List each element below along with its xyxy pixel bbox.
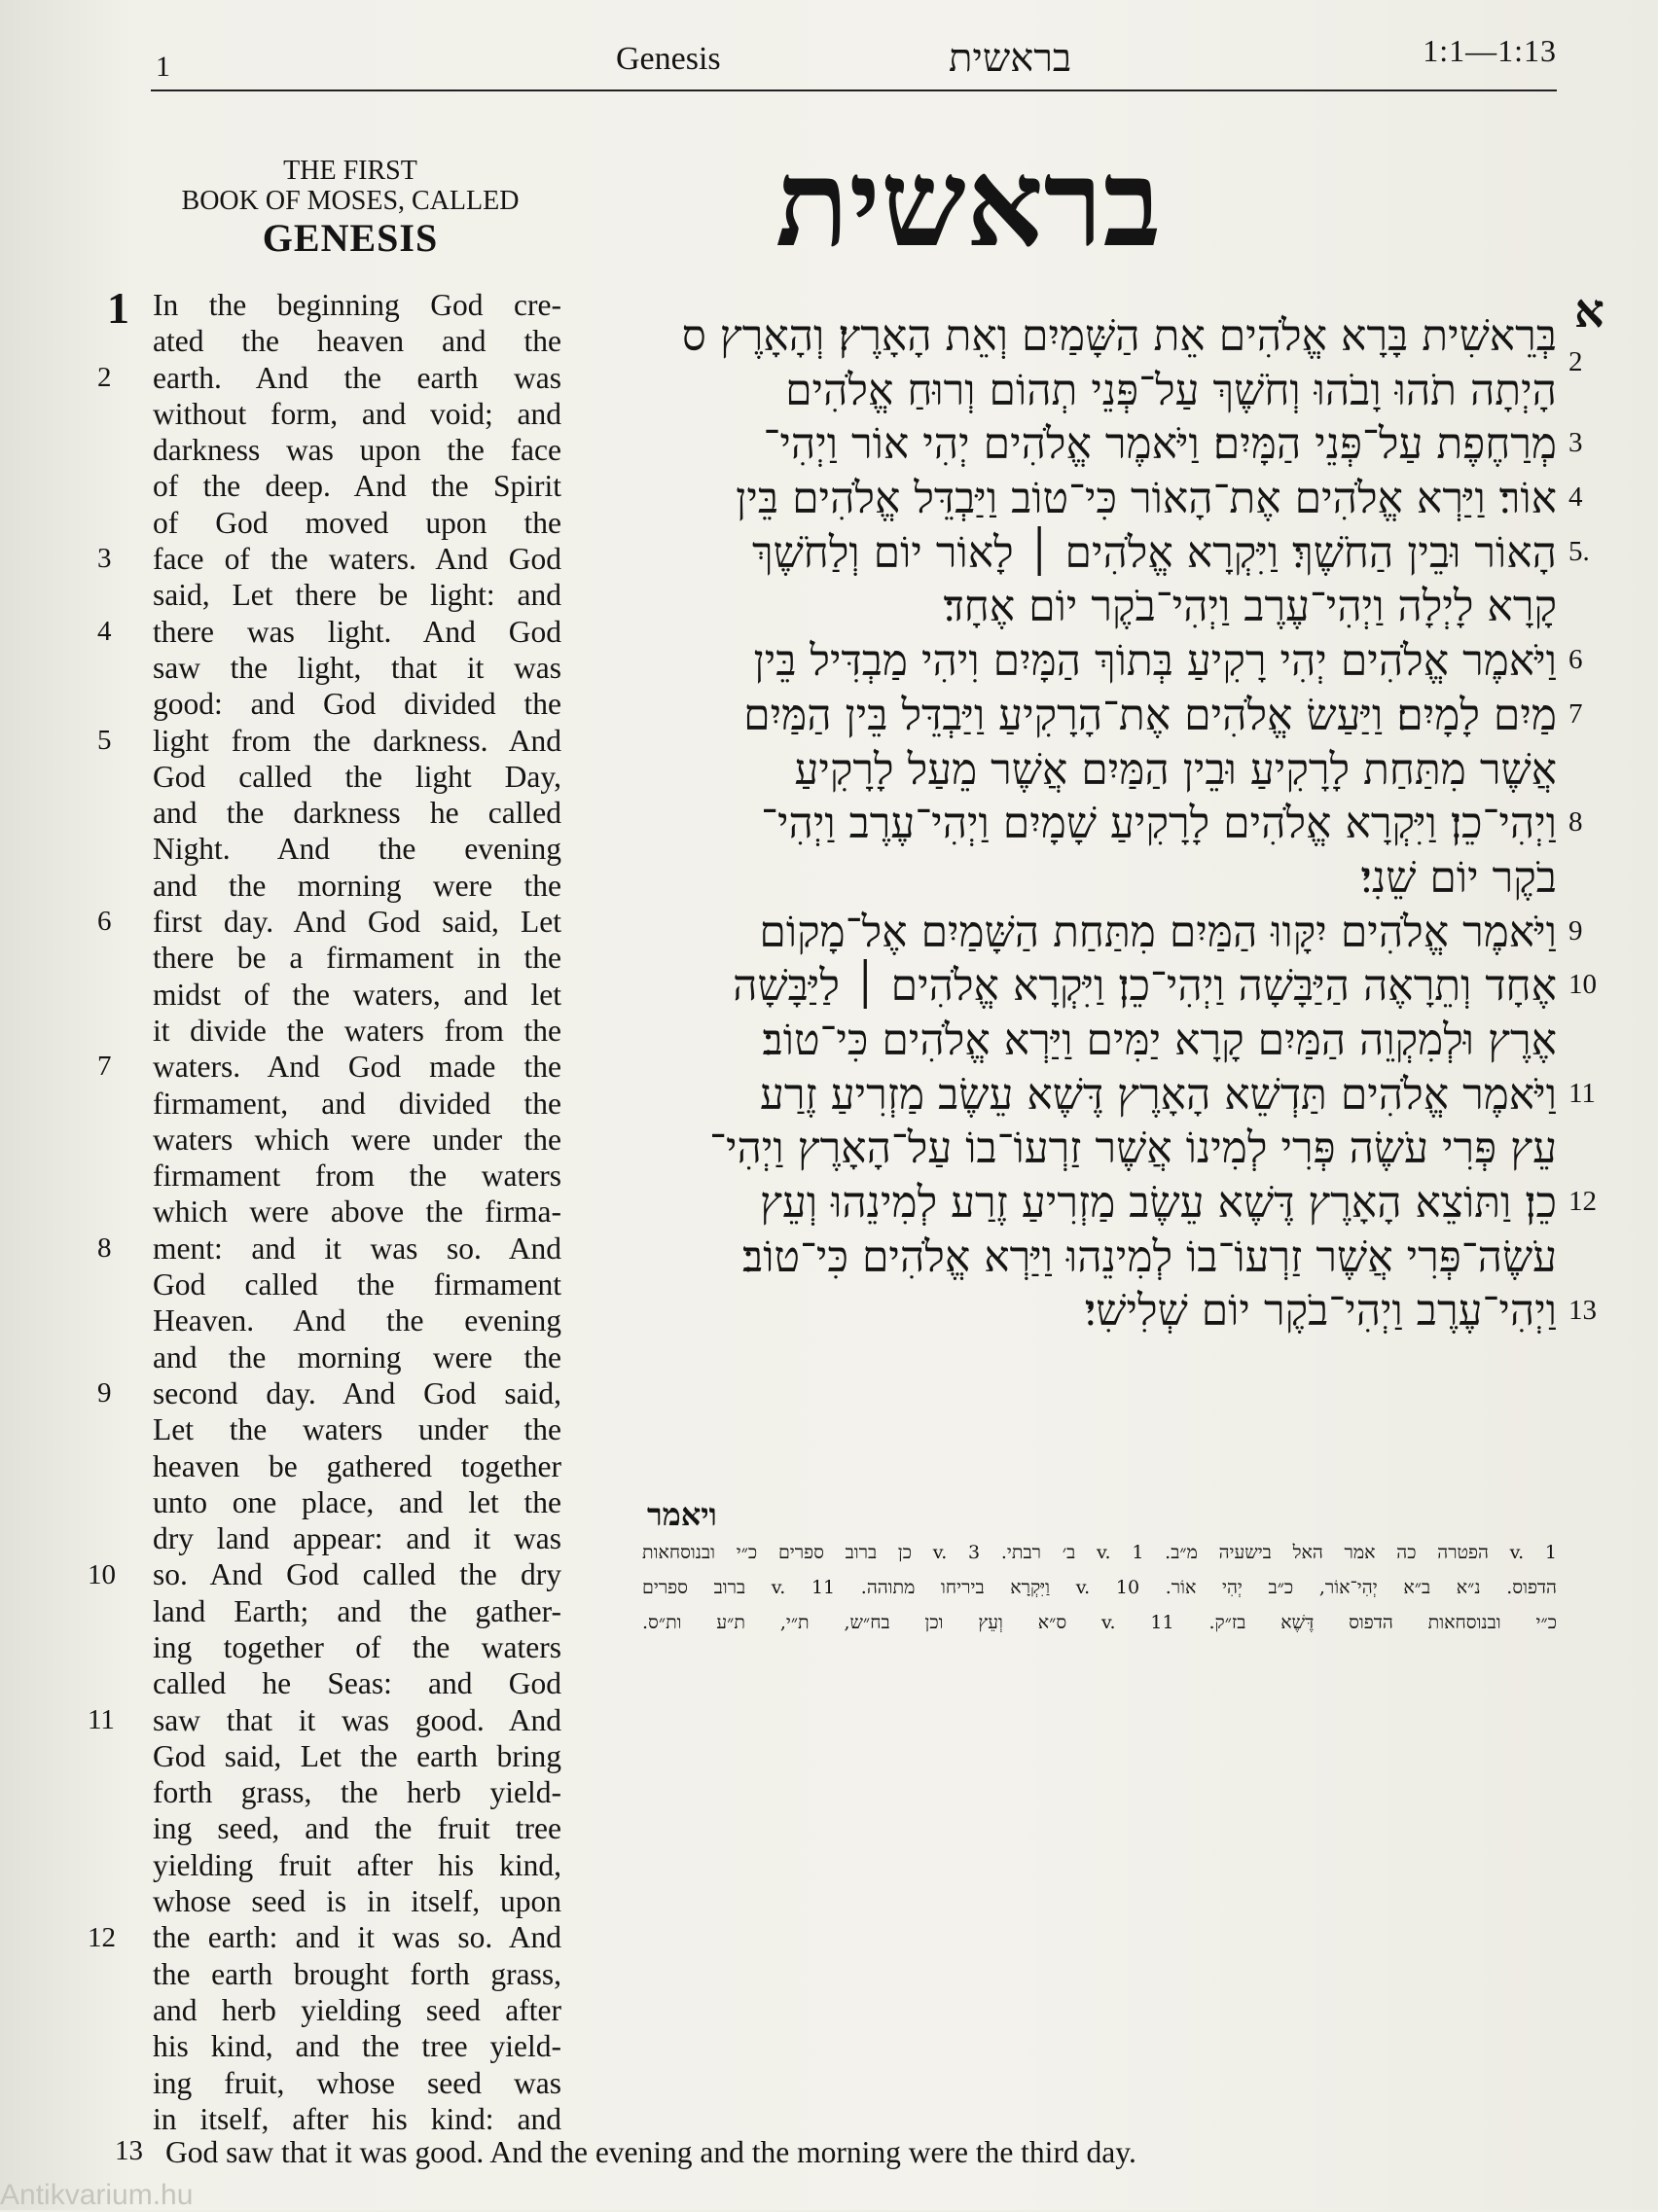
hebrew-text-line: וַיֹּאמֶר אֱלֹהִים יִקָּווּ הַמַּיִם מִתַּחַת הַשָּׁמַיִם אֶל־מָקוֹם xyxy=(759,907,1557,957)
hebrew-text-line: וַיֹּאמֶר אֱלֹהִים תַּדְשֵׁא הָאָרֶץ דֶּשֶׁא עֵשֶׂב מַזְרִיעַ זֶרַע xyxy=(759,1069,1557,1120)
english-verse-number: 7 xyxy=(97,1051,112,1083)
english-text-line: the earth brought forth grass, xyxy=(153,1956,561,1991)
hebrew-text-line: עֹשֶׂה־פְּרִי אֲשֶׁר זַרְעוֹ־בוֹ לְמִינֵהוּ וַיַּרְא אֱלֹהִים כִּי־טוֹב׃ xyxy=(742,1231,1557,1282)
english-text-line: of the deep. And the Spirit xyxy=(153,469,561,504)
hebrew-catchword: ויאמר xyxy=(647,1496,717,1533)
hebrew-text-line: וַיֹּאמֶר אֱלֹהִים יְהִי רָקִיעַ בְּתוֹךְ הַמָּיִם וִיהִי מַבְדִּיל בֵּין xyxy=(753,636,1557,687)
english-text-line: second day. And God said, xyxy=(153,1375,561,1410)
running-head xyxy=(151,29,1557,91)
english-text-line: the earth: and it was so. And xyxy=(153,1920,561,1955)
hebrew-text-line: אֶרֶץ וּלְמִקְוֵה הַמַּיִם קָרָא יַמִּים וַיַּרְא אֱלֹהִים כִּי־טוֹב׃ xyxy=(762,1015,1557,1065)
english-text-line: ated the heaven and the xyxy=(153,324,561,359)
hebrew-text-line: כֵן׃ וַתּוֹצֵא הָאָרֶץ דֶּשֶׁא עֵשֶׂב מַזְרִיעַ זֶרַע לְמִינֵהוּ וְעֵץ xyxy=(760,1178,1557,1228)
hebrew-text-line: מַיִם לָמָיִם׃ וַיַּעַשׂ אֱלֹהִים אֶת־הָרָקִיעַ וַיַּבְדֵּל בֵּין הַמַּיִם xyxy=(743,690,1557,740)
hebrew-verse-number: 6 xyxy=(1568,644,1583,676)
english-text-line: unto one place, and let the xyxy=(153,1484,561,1519)
running-title-english: Genesis xyxy=(616,41,721,77)
hebrew-verse-number: 13 xyxy=(1568,1294,1597,1326)
book-heading xyxy=(156,156,545,261)
verse-reference: 1:1—1:13 xyxy=(1423,33,1557,68)
english-text-line: called he Seas: and God xyxy=(153,1666,561,1701)
hebrew-text-line: אֶחָד וְתֵרָאֶה הַיַּבָּשָׁה וַיְהִי־כֵן׃ וַיִּקְרָא אֱלֹהִים ׀ לַיַּבָּשָׁה xyxy=(733,961,1557,1012)
english-text-line: yielding fruit after his kind, xyxy=(153,1847,561,1882)
english-text-line: God said, Let the earth bring xyxy=(153,1738,561,1773)
english-text-line: ment: and it was so. And xyxy=(153,1231,561,1266)
english-text-line: midst of the waters, and let xyxy=(153,977,561,1012)
hebrew-text-line: קָרָא לָיְלָה וַיְהִי־עֶרֶב וַיְהִי־בֹקֶר יוֹם אֶחָד׃ xyxy=(943,582,1557,632)
english-text-line: God called the light Day, xyxy=(153,759,561,794)
english-text-line: waters which were under the xyxy=(153,1122,561,1157)
english-text-line: heaven be gathered together xyxy=(153,1448,561,1483)
english-text-line: ing together of the waters xyxy=(153,1629,561,1664)
english-text-line: which were above the firma- xyxy=(153,1195,561,1230)
english-text-line: Heaven. And the evening xyxy=(153,1303,561,1338)
english-verse-number: 8 xyxy=(97,1231,112,1264)
english-text-line: dry land appear: and it was xyxy=(153,1521,561,1556)
hebrew-verse-number: 8 xyxy=(1568,806,1583,838)
hebrew-text-line: וַיְהִי־כֵן׃ וַיִּקְרָא אֱלֹהִים לָרָקִיעַ שָׁמָיִם וַיְהִי־עֶרֶב וַיְהִי־ xyxy=(761,799,1557,849)
masoretic-note-line: כ״י ובנוסחאות הדפוס דֶּשֶׁא בז״ק. v. 11 ס״א וְעֵץ וכן בח״ש, ת״י, ת״ע ות״ס. xyxy=(642,1612,1557,1633)
english-text-line: land Earth; and the gather- xyxy=(153,1593,561,1628)
english-verse-number: 6 xyxy=(97,906,112,938)
book-heading-line1: THE FIRST xyxy=(283,156,417,186)
page-number: 1 xyxy=(156,51,170,83)
hebrew-text-line: אֲשֶׁר מִתַּחַת לָרָקִיעַ וּבֵין הַמַּיִם אֲשֶׁר מֵעַל לָרָקִיעַ xyxy=(794,744,1557,795)
hebrew-verse-number: 10 xyxy=(1568,969,1597,1001)
english-verse-number: 12 xyxy=(88,1921,116,1953)
running-title-hebrew: בראשית xyxy=(949,36,1072,80)
hebrew-text-line: הָאוֹר וּבֵין הַחֹשֶׁךְ׃ וַיִּקְרָא אֱלֹהִים ׀ לָאוֹר יוֹם וְלַחֹשֶׁךְ xyxy=(752,527,1557,578)
english-text-line: ing fruit, whose seed was xyxy=(153,2065,561,2100)
english-verse-number-13: 13 xyxy=(115,2135,143,2166)
hebrew-verse-number: 4 xyxy=(1568,482,1583,514)
english-text-line: saw the light, that it was xyxy=(153,650,561,685)
english-text-line: whose seed is in itself, upon xyxy=(153,1884,561,1919)
hebrew-verse-number: 12 xyxy=(1568,1186,1597,1218)
hebrew-verse-number: 9 xyxy=(1568,914,1583,946)
hebrew-text-line: הָיְתָה תֹהוּ וָבֹהוּ וְחֹשֶׁךְ עַל־פְּנֵי תְהוֹם וְרוּחַ אֱלֹהִים xyxy=(785,365,1557,415)
english-verse-number: 9 xyxy=(97,1377,112,1409)
chapter-number: 1 xyxy=(107,283,129,333)
hebrew-text-line: בְּרֵאשִׁית בָּרָא אֱלֹהִים אֵת הַשָּׁמַיִם וְאֵת הָאָרֶץ׃ וְהָאָרֶץ ס xyxy=(681,311,1557,361)
hebrew-text-line: מְרַחֶפֶת עַל־פְּנֵי הַמָּיִם׃ וַיֹּאמֶר אֱלֹהִים יְהִי אוֹר וַיְהִי־ xyxy=(763,419,1557,470)
masoretic-note-line: v. 1 הפטרה כה אמר האל בישעיה מ״ב. v. 1 ב׳ רבתי. v. 3 כן ברוב ספרים כ״י ובנוסחאות xyxy=(642,1542,1557,1563)
english-text-line: firmament from the waters xyxy=(153,1159,561,1194)
english-text-line: ing seed, and the fruit tree xyxy=(153,1811,561,1846)
english-text-line: there be a firmament in the xyxy=(153,941,561,976)
english-verse-number: 11 xyxy=(88,1703,115,1735)
english-text-line: and herb yielding seed after xyxy=(153,1992,561,2027)
english-text-line: Night. And the evening xyxy=(153,832,561,867)
english-verse-number: 4 xyxy=(97,615,112,647)
english-text-line: there was light. And God xyxy=(153,614,561,649)
english-text-line: In the beginning God cre- xyxy=(153,288,561,322)
hebrew-text-line: בֹקֶר יוֹם שֵׁנִי׃ xyxy=(1360,852,1557,903)
book-heading-title: GENESIS xyxy=(262,216,439,260)
english-text-line: first day. And God said, Let xyxy=(153,905,561,940)
english-text-line: good: and God divided the xyxy=(153,687,561,722)
hebrew-text-column xyxy=(642,309,1557,1338)
english-verse-number: 5 xyxy=(97,724,112,756)
english-verse-number: 10 xyxy=(88,1558,116,1590)
english-verse-number: 3 xyxy=(97,543,112,575)
english-text-line: face of the waters. And God xyxy=(153,542,561,577)
english-text-line: his kind, and the tree yield- xyxy=(153,2029,561,2064)
hebrew-verse-number: 2 xyxy=(1568,346,1583,377)
watermark: Antikvarium.hu xyxy=(0,2179,194,2211)
hebrew-verse-number: 5. xyxy=(1568,535,1590,567)
english-text-line: Let the waters under the xyxy=(153,1412,561,1447)
english-text-line: of God moved upon the xyxy=(153,505,561,540)
english-text-line: and the morning were the xyxy=(153,1339,561,1374)
english-final-line: God saw that it was good. And the evening and the morning were the third day. xyxy=(165,2135,1136,2169)
hebrew-verse-number: 11 xyxy=(1568,1077,1596,1109)
english-text-line: and the morning were the xyxy=(153,868,561,903)
english-verse-number: 2 xyxy=(97,361,112,393)
english-text-line: it divide the waters from the xyxy=(153,1013,561,1048)
hebrew-text-line: עֵץ פְּרִי עֹשֶׂה פְּרִי לְמִינוֹ אֲשֶׁר זַרְעוֹ־בוֹ עַל־הָאָרֶץ וַיְהִי־ xyxy=(709,1124,1557,1174)
english-text-line: and the darkness he called xyxy=(153,796,561,831)
english-text-line: light from the darkness. And xyxy=(153,723,561,758)
masoretic-note-line: הדפוס. נ״א ב״א יְהִי־אוֹר, כ״ב יְהִי אוֹר. v. 10 וַיִּקְרָא ביריחו מתוהה. v. 11 ברוב ספרים xyxy=(642,1577,1557,1598)
english-text-line: darkness was upon the face xyxy=(153,433,561,468)
english-text-line: in itself, after his kind: and xyxy=(153,2101,561,2136)
book-heading-line2: BOOK OF MOSES, CALLED xyxy=(181,186,520,216)
english-text-line: firmament, and divided the xyxy=(153,1086,561,1121)
english-text-line: God called the firmament xyxy=(153,1267,561,1302)
english-text-line: earth. And the earth was xyxy=(153,360,561,395)
english-text-line: so. And God called the dry xyxy=(153,1557,561,1592)
english-text-line: waters. And God made the xyxy=(153,1050,561,1085)
english-text-line: without form, and void; and xyxy=(153,396,561,431)
english-text-line: said, Let there be light: and xyxy=(153,578,561,613)
masoretic-notes xyxy=(642,1535,1557,1640)
hebrew-verse-number: 7 xyxy=(1568,697,1583,730)
hebrew-text-line: אוֹר׃ וַיַּרְא אֱלֹהִים אֶת־הָאוֹר כִּי־טוֹב וַיַּבְדֵּל אֱלֹהִים בֵּין xyxy=(736,474,1557,524)
hebrew-chapter-letter: א xyxy=(1574,284,1604,339)
hebrew-book-title: בראשית xyxy=(775,133,1162,274)
hebrew-verse-number: 3 xyxy=(1568,427,1583,459)
english-text-line: saw that it was good. And xyxy=(153,1702,561,1737)
english-text-column xyxy=(153,287,561,2137)
english-text-line: forth grass, the herb yield- xyxy=(153,1775,561,1810)
hebrew-text-line: וַיְהִי־עֶרֶב וַיְהִי־בֹקֶר יוֹם שְׁלִישִׁי׃ xyxy=(1084,1286,1557,1337)
